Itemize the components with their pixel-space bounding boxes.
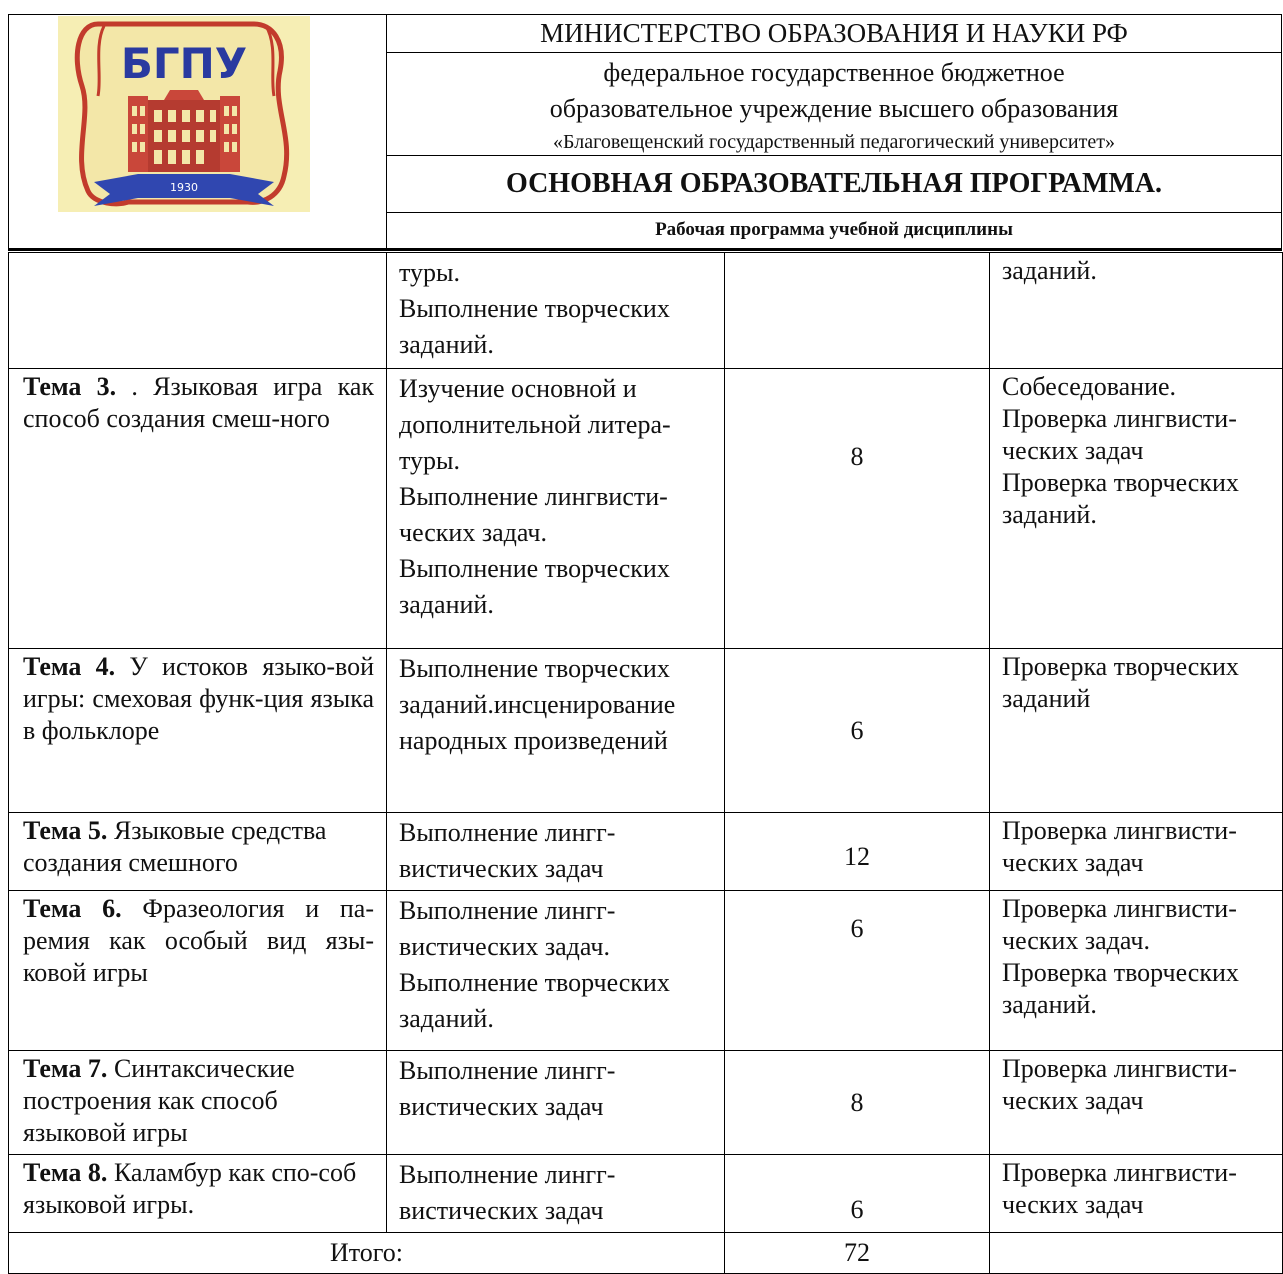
work-line: туры. [399,258,460,287]
topic-title: . Языковая игра как способ создания смеш-ного [23,372,374,433]
institution-type-line2: образовательное учреждение высшего образования [549,94,1119,123]
total-row [9,1233,1283,1274]
control-line: заданий. [1002,500,1097,529]
control-line: Проверка лингвисти- [1002,816,1237,845]
work-cell [387,649,725,813]
topic-number: Тема 4. [23,652,116,681]
control-line: ческих задач [1002,1086,1144,1115]
topic-title: Синтаксические построения как способ языковой игры [23,1054,295,1147]
table-row [9,1155,1283,1233]
program-title: ОСНОВНАЯ ОБРАЗОВАТЕЛЬНАЯ ПРОГРАММА. [505,168,1163,199]
table-row [9,649,1283,813]
topic-title: Языковые средства создания смешного [23,816,327,877]
topic-title: Фразеология и па-ремия как особый вид язы-ковой игры [23,894,374,987]
control-cell [990,1051,1283,1155]
work-line: Выполнение лингвисти- [399,482,668,511]
work-line: заданий. [399,590,494,619]
work-line: вистических задач [399,1092,604,1121]
work-line: Выполнение лингг- [399,896,616,925]
work-cell [387,1155,725,1233]
topic-cell [9,649,387,813]
header-divider [386,155,1282,156]
control-cell [990,891,1283,1051]
logo-text: БГПУ [120,39,248,88]
hours-cell: 8 [725,369,990,649]
work-line: Выполнение творческих [399,654,670,683]
control-line: Проверка творческих [1002,958,1239,987]
document-header [8,14,1282,250]
control-line: ческих задач [1002,848,1144,877]
control-line: Проверка лингвисти- [1002,1158,1237,1187]
work-line: заданий. [399,1004,494,1033]
work-line: Выполнение творческих [399,554,670,583]
header-bottom-rule [8,248,1282,251]
header-divider [386,52,1282,53]
table-row [9,253,1283,369]
topic-number: Тема 6. [23,894,122,923]
control-line: Проверка лингвисти- [1002,1054,1237,1083]
work-cell [387,369,725,649]
control-line: Проверка лингвисти- [1002,894,1237,923]
header-divider [386,212,1282,213]
control-line: ческих задач [1002,436,1144,465]
work-line: народных произведений [399,726,668,755]
work-line: заданий.инсценирование [399,690,676,719]
work-line: туры. [399,446,460,475]
topic-cell [9,1155,387,1233]
work-line: вистических задач [399,1196,604,1225]
hours-cell: 6 [725,1155,990,1233]
control-cell [990,813,1283,891]
control-cell [990,649,1283,813]
topic-number: Тема 7. [23,1054,108,1083]
work-line: ческих задач. [399,518,547,547]
hours-cell: 8 [725,1051,990,1155]
hours-cell: 12 [725,813,990,891]
topic-number: Тема 8. [23,1158,108,1187]
work-line: Выполнение творческих [399,968,670,997]
control-cell [990,1155,1283,1233]
control-line: Проверка творческих [1002,468,1239,497]
topic-title: Каламбур как спо-соб языковой игры. [23,1158,357,1219]
topics-table [8,252,1283,1274]
header-border [8,14,1282,15]
table-row [9,1051,1283,1155]
control-cell [990,369,1283,649]
control-line: заданий. [1002,256,1097,285]
topic-cell [9,1051,387,1155]
work-line: вистических задач. [399,932,610,961]
work-line: заданий. [399,330,494,359]
logo-year: 1930 [170,181,198,194]
control-line: Собеседование. [1002,372,1177,401]
work-line: Выполнение лингг- [399,1160,616,1189]
topic-number: Тема 5. [23,816,108,845]
work-line: дополнительной литера- [399,410,671,439]
total-hours: 72 [725,1233,990,1274]
topic-title: У истоков языко-вой игры: смеховая функ-ция языка в фольклоре [23,652,374,745]
work-line: Изучение основной и [399,374,637,403]
topic-cell [9,369,387,649]
institution-type-line1: федеральное государственное бюджетное [603,58,1065,87]
work-line: вистических задач [399,854,604,883]
table-row [9,369,1283,649]
control-line: Проверка лингвисти- [1002,404,1237,433]
total-label: Итого: [9,1233,725,1274]
hours-cell: 6 [725,891,990,1051]
university-name: «Благовещенский государственный педагогический университет» [553,131,1115,153]
topic-cell [9,813,387,891]
ministry-title: МИНИСТЕРСТВО ОБРАЗОВАНИЯ И НАУКИ РФ [540,18,1128,48]
control-line: заданий. [1002,990,1097,1019]
table-row [9,813,1283,891]
header-border [8,14,9,250]
table-row [9,891,1283,1051]
work-cell [387,253,725,369]
work-line: Выполнение творческих [399,294,670,323]
total-empty [990,1233,1283,1274]
work-line: Выполнение лингг- [399,818,616,847]
work-cell [387,891,725,1051]
topic-cell [9,891,387,1051]
control-cell [990,253,1283,369]
topic-cell [9,253,387,369]
university-logo [58,16,310,212]
control-line: заданий [1002,684,1091,713]
hours-cell: 6 [725,649,990,813]
hours-cell [725,253,990,369]
control-line: ческих задач [1002,1190,1144,1219]
program-subtitle: Рабочая программа учебной дисциплины [655,219,1013,240]
topic-number: Тема 3. [23,372,117,401]
control-line: ческих задач. [1002,926,1150,955]
work-line: Выполнение лингг- [399,1056,616,1085]
control-line: Проверка творческих [1002,652,1239,681]
work-cell [387,813,725,891]
work-cell [387,1051,725,1155]
